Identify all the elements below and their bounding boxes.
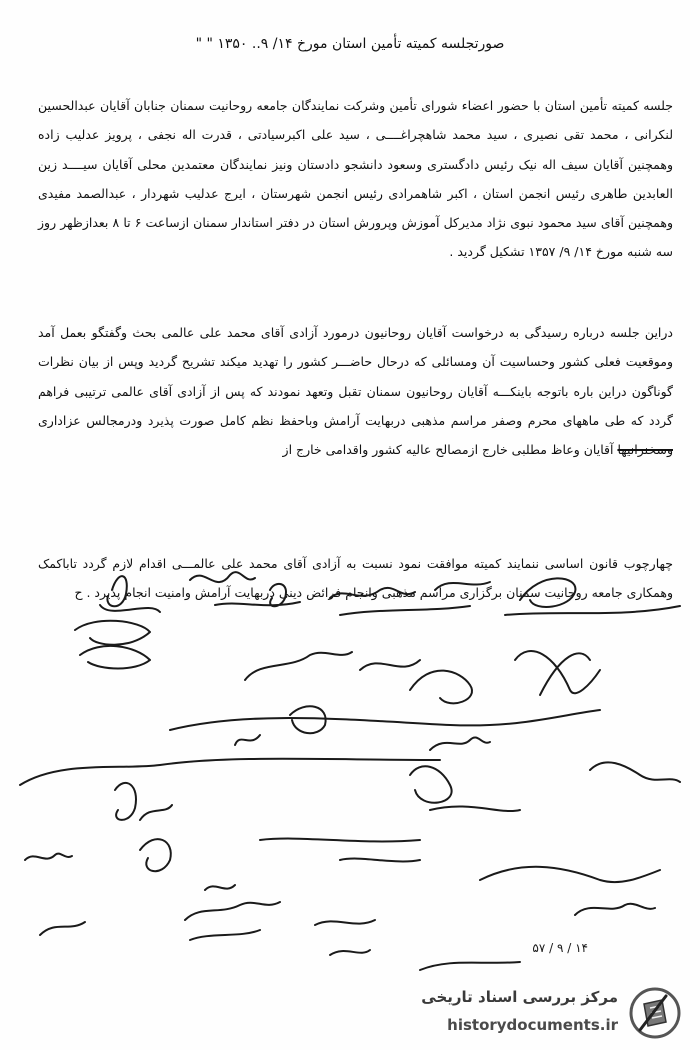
paragraph-decision: چهارچوب قانون اساسی ننمایند کمیته موافقت نمود نسبت به آزادی آقای محمد علی عالمـــی اقدام لازم گردد تاباکمک وهمکاری جامعه روحانیت سمنان برگزاری مراسم مذهبی وانجام فرائض دینی دربهایت آرامش وامنیت انجام پذیرد . ح [38,556,673,601]
document-title: صورتجلسه کمیته تأمین استان مورخ ۱۴/ ۹.. ۱۳۵۰ " " [195,36,505,52]
paragraph-attendees: جلسه کمیته تأمین استان با حضور اعضاء شورای تأمین وشرکت نمایندگان جامعه روحانیت سمنان جنابان آقایان عبدالحسین لنکرانی ، محمد تقی نصیری ، سید محمد شاهچراغــــی ، سید علی اکبرسیادتی ، قدرت اله نجفی ، پرویز عدلیب زاده وهمچنین آقایان سیف اله نیک رئیس دادگستری وسعود دانشجو دادستان ونیز نمایندگان معتمدین محلی آقایان سیــــد زین العابدین طاهری رئیس انجمن استان ، اکبر شاهمرادی رئیس انجمن شهرستان ، ایرج عدلیب شهردار ، عبدالصمد مفیدی وهمچنین آقای سید محمود نبوی نژاد مدیرکل آموزش وپرورش استان در دفتر استاندار سمنان ازساعت ۶ تا ۸ بعدازظهر روز سه شنبه مورخ ۱۴/ ۹/ ۱۳۵۷ تشکیل گردید . [38,98,674,260]
struck-word: وسخنرانیها [617,442,673,458]
marginal-date-note: ۱۴ / ۹ / ۵۷ [532,941,588,955]
archive-center-name: مرکز بررسی اسناد تاریخی [421,988,618,1006]
document-pen-icon [626,986,684,1040]
handwritten-signatures [0,560,700,1000]
signatures-area [0,560,700,1000]
archive-website[interactable]: historydocuments.ir [447,1016,618,1034]
paragraph-discussion-part-b: آقایان وعاظ مطلبی خارج ازمصالح عالیه کشور واقدامی خارج از [282,442,614,458]
paragraph-discussion [38,318,673,464]
archive-footer [392,982,692,1044]
paragraph-discussion-part-a: دراین جلسه درباره رسیدگی به درخواست آقایان روحانیون درمورد آزادی آقای محمد علی عالمی بحث وگفتگو بعمل آمد وموقعیت فعلی کشور وحساسیت آن ومسائلی که درحال حاضـــر کشور را تهدید میکند تشریح گردید وپس از بیان نظرات گوناگون دراین باره باتوجه باینکـــه آقایان روحانیون سمنان تقبل وتعهد نمودند که پس از آزادی آقای عالمی ترتیبی فراهم گردد که طی ماههای محرم وصفر مراسم مذهبی دربهایت آرامش وباحفظ نظم کامل صورت پذیرد ودرمجالس عزاداری [38,325,673,428]
